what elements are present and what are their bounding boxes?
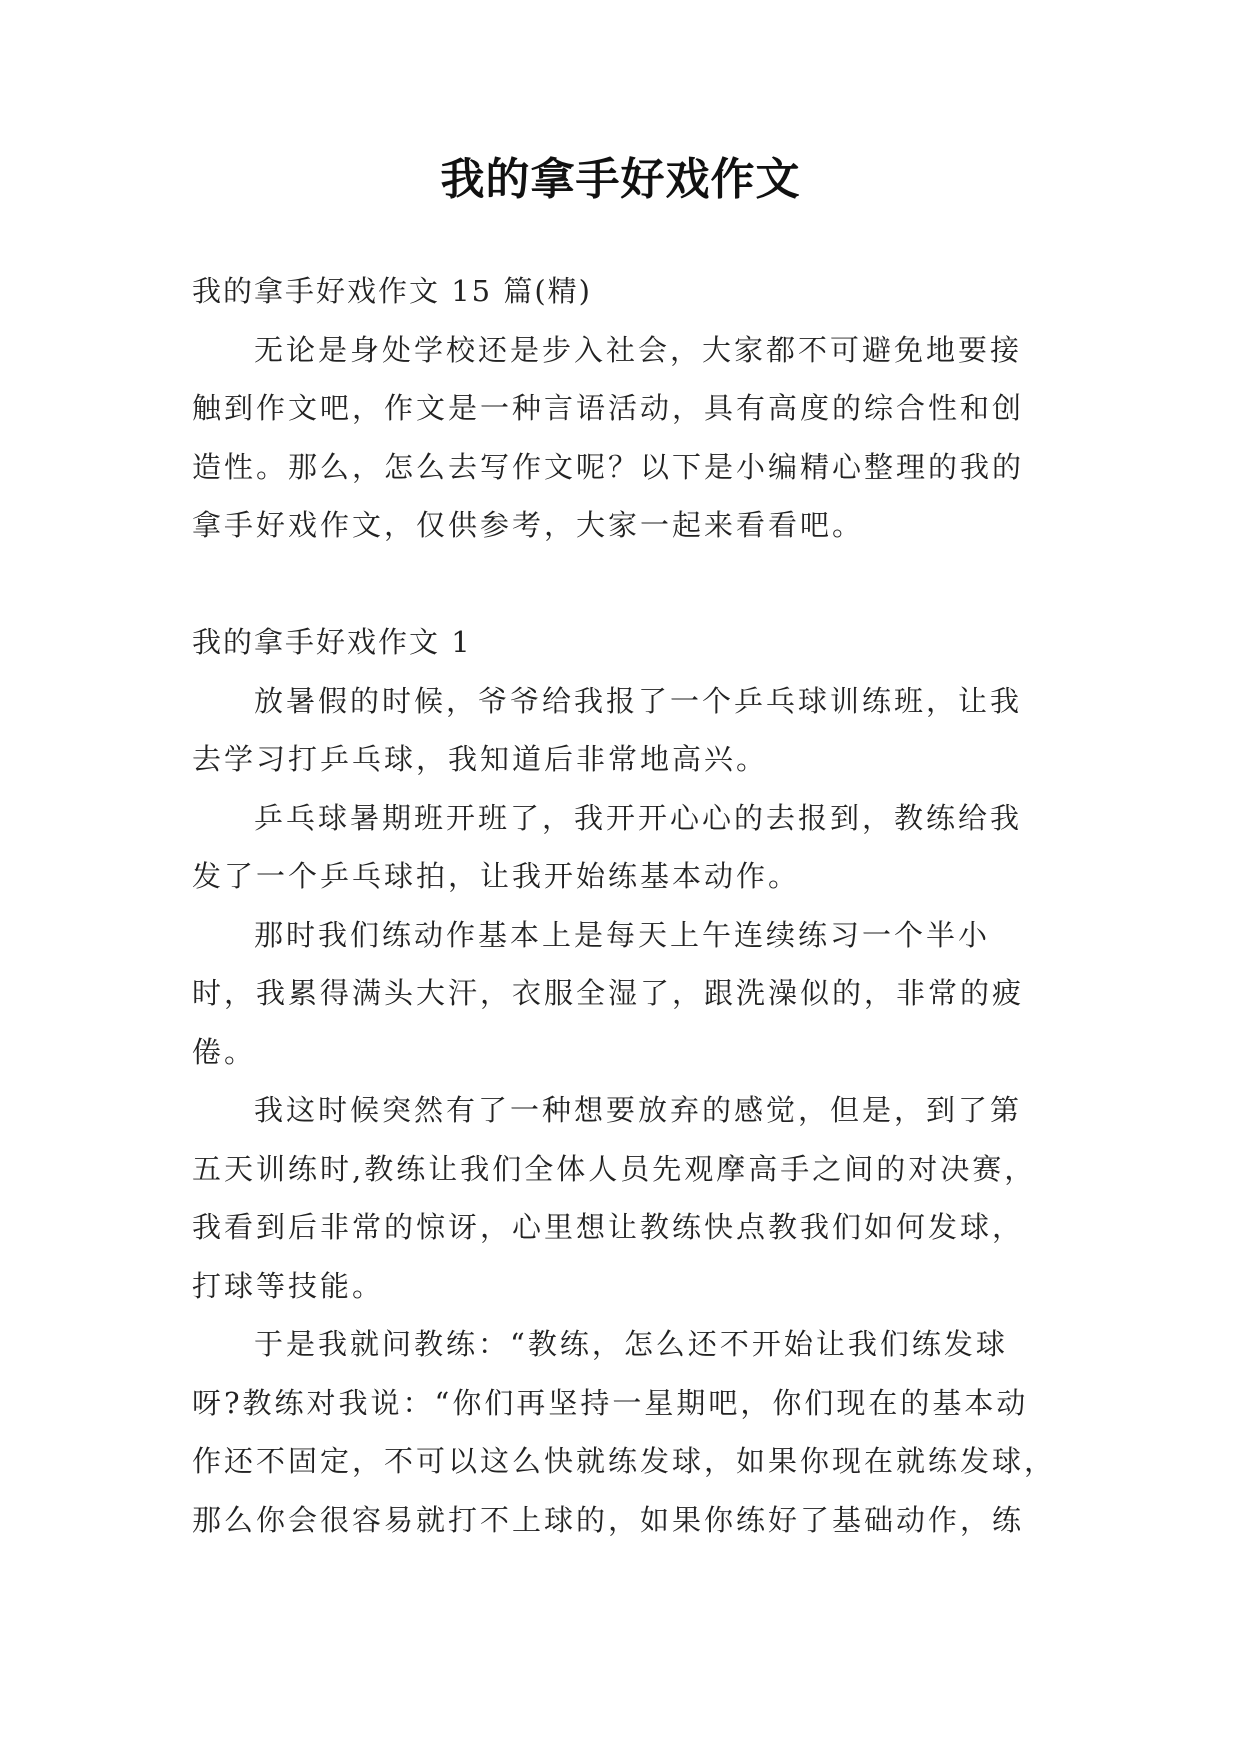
document-body — [192, 262, 1057, 1549]
paragraph-line: 时，我累得满头大汗，衣服全湿了，跟洗澡似的，非常的疲 — [192, 976, 1025, 1010]
paragraph-line: 五天训练时,教练让我们全体人员先观摩高手之间的对决赛， — [192, 1151, 1037, 1186]
paragraph-line: 我看到后非常的惊讶，心里想让教练快点教我们如何发球， — [192, 1210, 1025, 1244]
section-heading: 我的拿手好戏作文 15 篇(精) — [192, 274, 592, 308]
paragraph-line: 触到作文吧，作文是一种言语活动，具有高度的综合性和创 — [192, 391, 1025, 425]
paragraph-line: 于是我就问教练：“教练，怎么还不开始让我们练发球 — [254, 1327, 1008, 1361]
blank-line — [192, 555, 1054, 614]
paragraph-line: 呀?教练对我说：“你们再坚持一星期吧，你们现在的基本动 — [192, 1385, 1029, 1420]
paragraph-line: 无论是身处学校还是步入社会，大家都不可避免地要接 — [254, 332, 1023, 367]
paragraph-line: 放暑假的时候，爷爷给我报了一个乒乓球训练班，让我 — [254, 683, 1023, 718]
page-title: 我的拿手好戏作文 — [440, 154, 801, 205]
paragraph-line: 拿手好戏作文，仅供参考，大家一起来看看吧。 — [192, 508, 865, 542]
paragraph-line: 作还不固定，不可以这么快就练发球，如果你现在就练发球， — [192, 1444, 1057, 1478]
paragraph-line: 那么你会很容易就打不上球的，如果你练好了基础动作，练 — [192, 1502, 1025, 1537]
paragraph-line: 乒乓球暑期班开班了，我开开心心的去报到，教练给我 — [254, 800, 1023, 835]
section-heading: 我的拿手好戏作文 1 — [192, 625, 472, 659]
paragraph-line: 打球等技能。 — [192, 1268, 385, 1303]
paragraph-line: 发了一个乒乓球拍，让我开始练基本动作。 — [192, 859, 801, 893]
paragraph-line: 那时我们练动作基本上是每天上午连续练习一个半小 — [254, 917, 991, 952]
paragraph-line: 我这时候突然有了一种想要放弃的感觉，但是，到了第 — [254, 1093, 1023, 1127]
paragraph-line: 造性。那么，怎么去写作文呢？以下是小编精心整理的我的 — [192, 449, 1025, 484]
paragraph-line: 去学习打乒乓球，我知道后非常地高兴。 — [192, 742, 769, 776]
paragraph-line: 倦。 — [192, 1034, 257, 1069]
